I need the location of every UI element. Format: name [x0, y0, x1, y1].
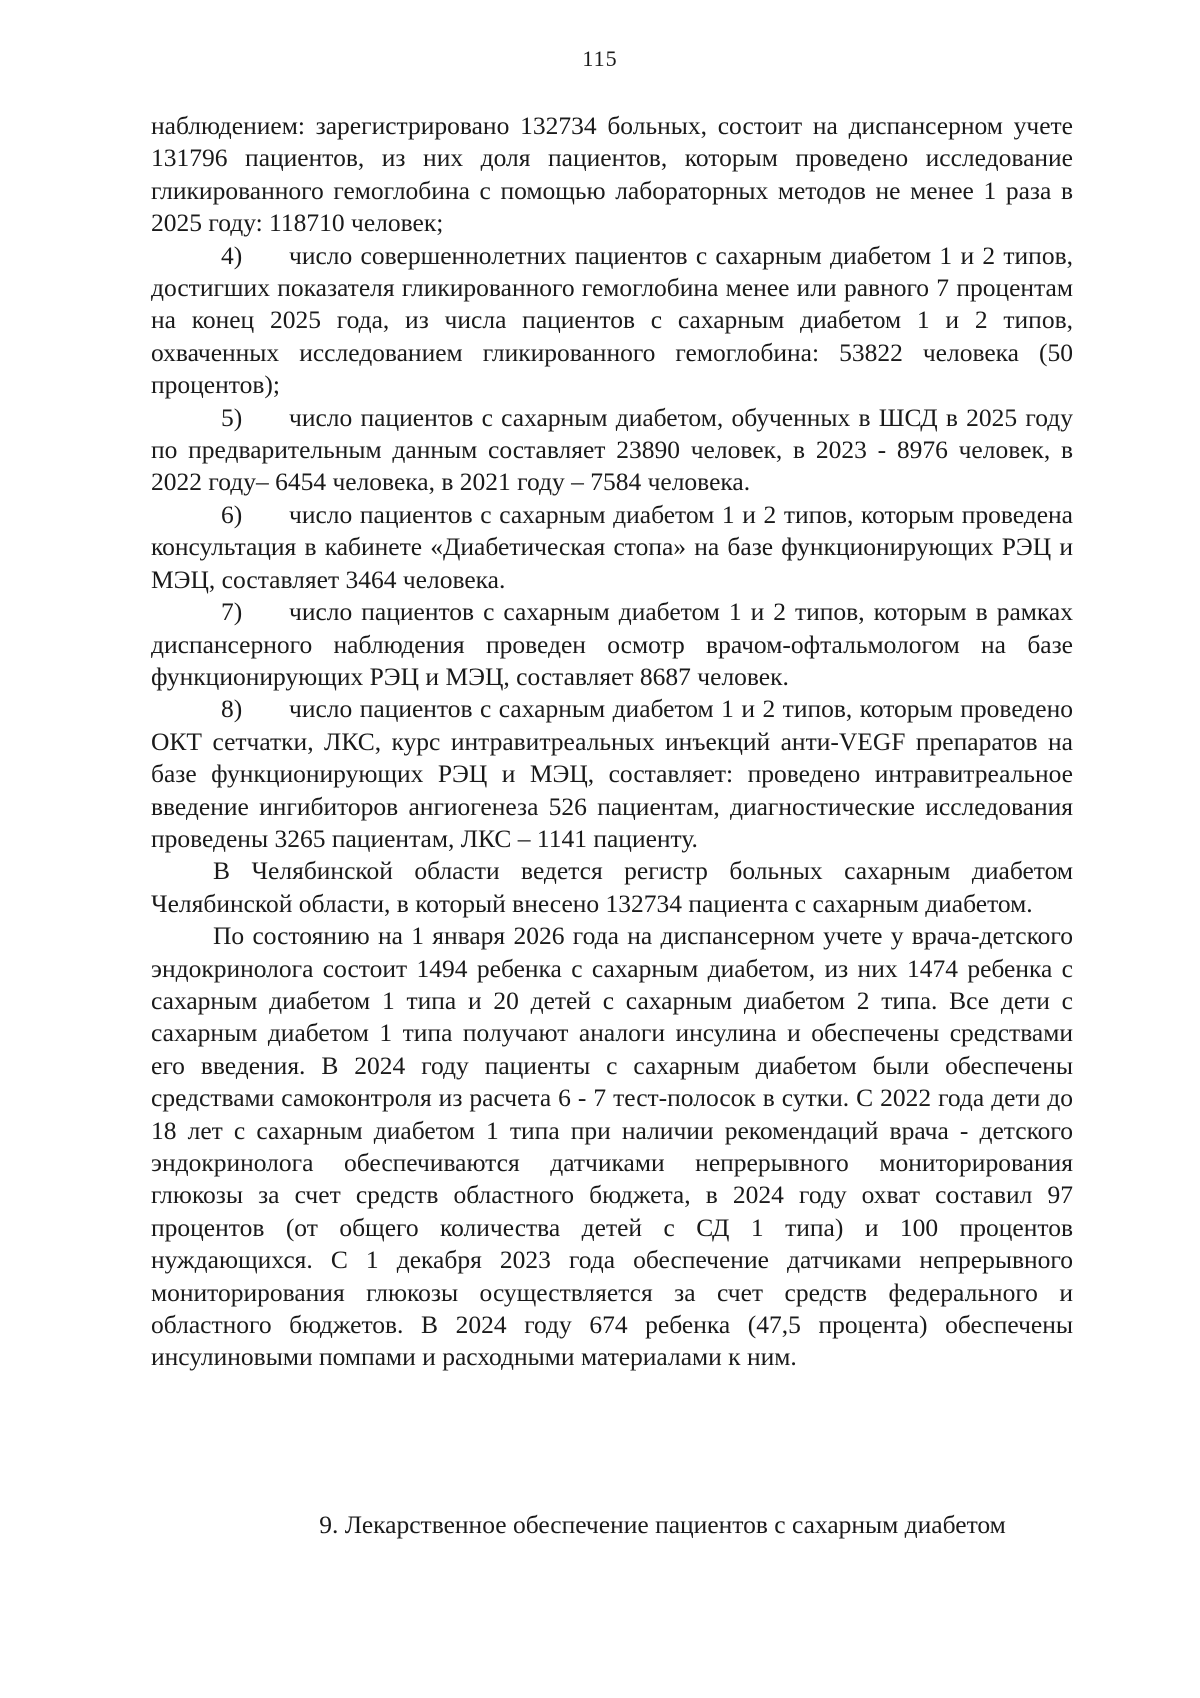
list-item-number: 5) — [221, 402, 243, 432]
list-item-number: 7) — [221, 597, 243, 627]
list-item-text: число пациентов с сахарным диабетом 1 и 2 типов, которым в рамках диспансерного наблюдения проведен осмотр врачом-офтальмологом на базе функционирующих РЭЦ и МЭЦ, составляет 8687 человек. — [151, 597, 1073, 691]
section-heading: 9. Лекарственное обеспечение пациентов с сахарным диабетом — [319, 1510, 1006, 1539]
list-item-text: число пациентов с сахарным диабетом 1 и 2 типов, которым проведено ОКТ сетчатки, ЛКС, курс интравитреальных инъекций анти-VEGF препаратов на базе функционирующих РЭЦ и МЭЦ, составляет: проведено интравитреальное введение ингибиторов ангиогенеза 526 пациентам, диагностические исследования проведены 3265 пациентам, ЛКС – 1141 пациенту. — [151, 694, 1073, 853]
list-item-4 — [151, 240, 1073, 402]
list-item-text: число пациентов с сахарным диабетом, обученных в ШСД в 2025 году по предварительным данным составляет 23890 человек, в 2023 - 8976 человек, в 2022 году– 6454 человека, в 2021 году – 7584 человека. — [151, 402, 1073, 497]
paragraph-register: В Челябинской области ведется регистр больных сахарным диабетом Челябинской области, в который внесено 132734 пациента с сахарным диабетом. — [151, 856, 1073, 918]
list-item-text: число совершеннолетних пациентов с сахарным диабетом 1 и 2 типов, достигших показателя гликированного гемоглобина менее или равного 7 процентам на конец 2025 года, из числа пациентов с сахарным диабетом 1 и 2 типов, охваченных исследованием гликированного гемоглобина: 53822 человека (50 процентов); — [151, 240, 1073, 400]
page-number: 115 — [582, 46, 618, 71]
paragraph-children: По состоянию на 1 января 2026 года на диспансерном учете у врача-детского эндокринолога состоит 1494 ребенка с сахарным диабетом, из них 1474 ребенка с сахарным диабетом 1 типа и 20 детей с сахарным диабетом 2 типа. Все дети с сахарным диабетом 1 типа получают аналоги инсулина и обеспечены средствами его введения. В 2024 году пациенты с сахарным диабетом были обеспечены средствами самоконтроля из расчета 6 - 7 тест-полосок в сутки. С 2022 года дети до 18 лет с сахарным диабетом 1 типа при наличии рекомендаций врача - детского эндокринолога обеспечиваются датчиками непрерывного мониторирования глюкозы за счет средств областного бюджета, в 2024 году охват составил 97 процентов (от общего количества детей с СД 1 типа) и 100 процентов нуждающихся. С 1 декабря 2023 года обеспечение датчиками непрерывного мониторирования глюкозы осуществляется за счет средств федерального и областного бюджетов. В 2024 году 674 ребенка (47,5 процента) обеспечены инсулиновыми помпами и расходными материалами к ним. — [151, 921, 1073, 1372]
list-item-6 — [151, 499, 1073, 596]
list-item-8 — [151, 693, 1073, 855]
list-item-number: 8) — [221, 694, 243, 724]
list-item-5 — [151, 402, 1073, 499]
paragraph-continuation: наблюдением: зарегистрировано 132734 больных, состоит на диспансерном учете 131796 пациентов, из них доля пациентов, которым проведено исследование гликированного гемоглобина с помощью лабораторных методов не менее 1 раза в 2025 году: 118710 человек; — [151, 111, 1073, 238]
list-item-number: 4) — [221, 240, 243, 270]
list-item-number: 6) — [221, 499, 243, 529]
list-item-7 — [151, 596, 1073, 693]
body-text — [151, 110, 1073, 1374]
list-item-text: число пациентов с сахарным диабетом 1 и 2 типов, которым проведена консультация в кабинете «Диабетическая стопа» на базе функционирующих РЭЦ и МЭЦ, составляет 3464 человека. — [151, 499, 1073, 594]
